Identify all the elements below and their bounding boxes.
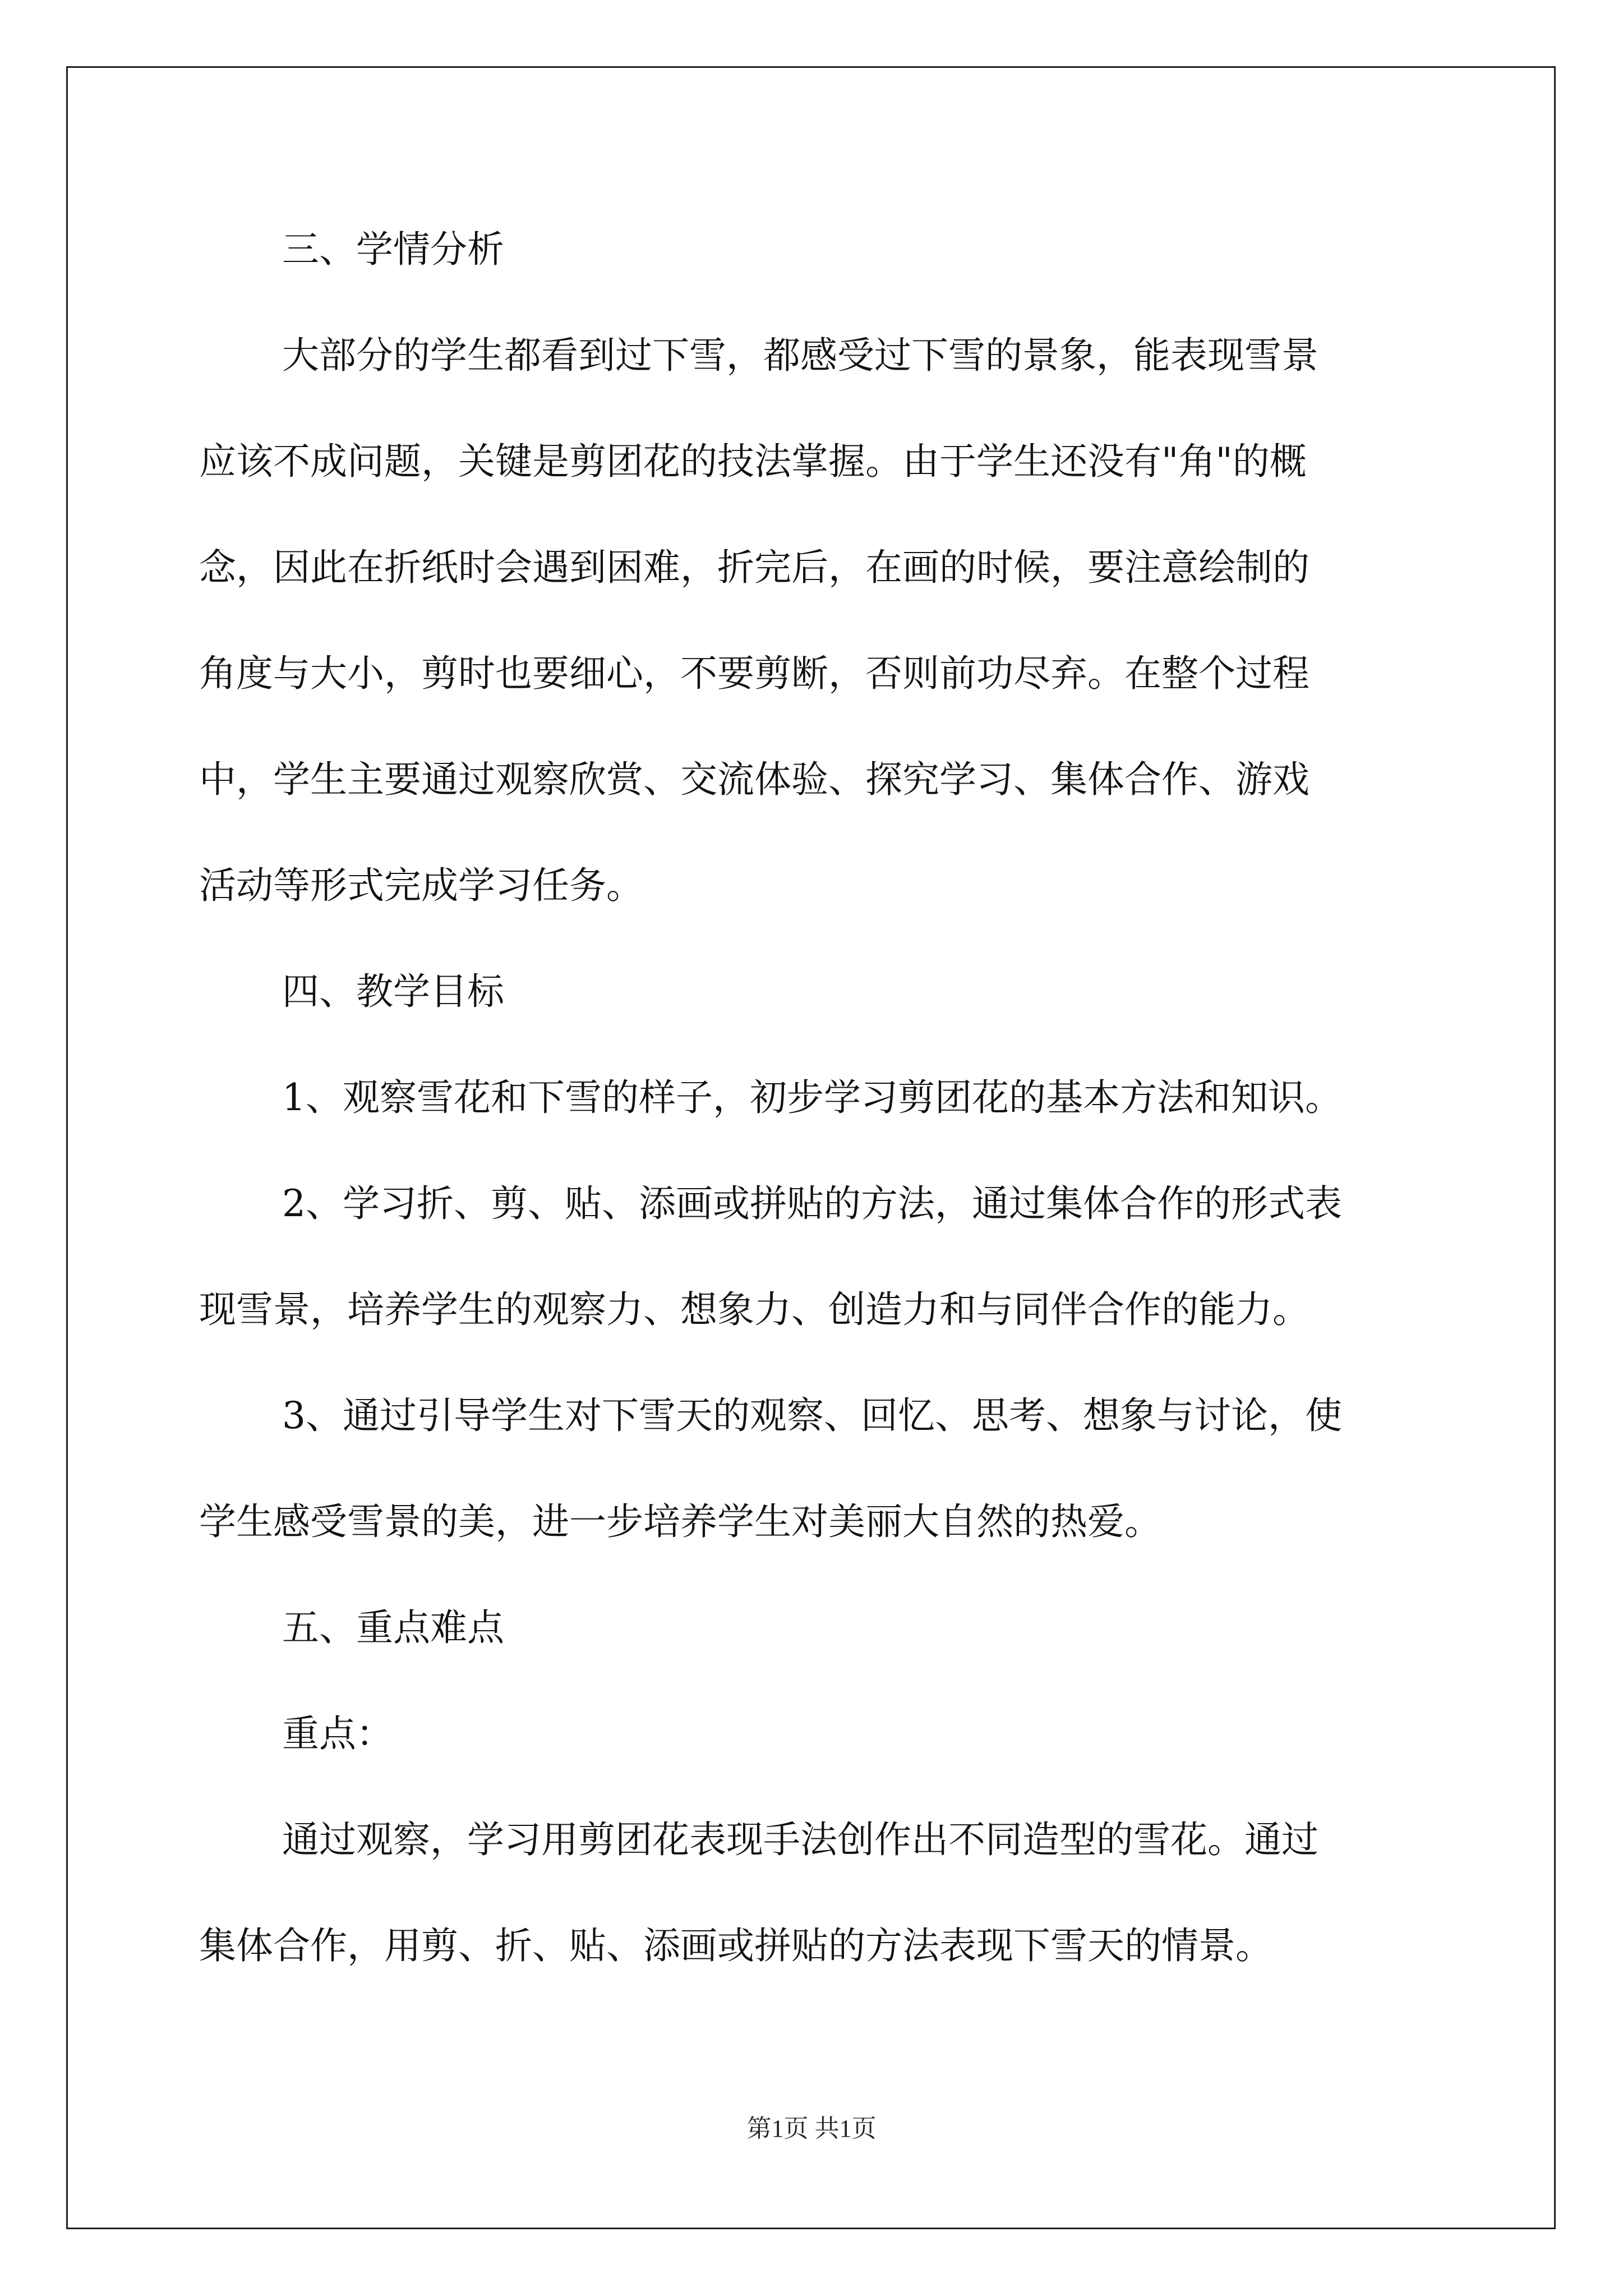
goal-item-1: 1、观察雪花和下雪的样子，初步学习剪团花的基本方法和知识。	[282, 1076, 1342, 1119]
paragraph-line: 集体合作，用剪、折、贴、添画或拼贴的方法表现下雪天的情景。	[199, 1924, 1272, 1967]
paragraph-line: 中，学生主要通过观察欣赏、交流体验、探究学习、集体合作、游戏	[199, 758, 1310, 801]
section-heading-3: 三、学情分析	[282, 228, 504, 271]
paragraph-line: 现雪景，培养学生的观察力、想象力、创造力和与同伴合作的能力。	[199, 1288, 1310, 1331]
paragraph-line: 通过观察，学习用剪团花表现手法创作出不同造型的雪花。通过	[282, 1818, 1318, 1861]
paragraph-line: 念，因此在折纸时会遇到困难，折完后，在画的时候，要注意绘制的	[199, 546, 1310, 589]
key-points-label: 重点：	[282, 1712, 393, 1755]
document-body	[199, 219, 1422, 2021]
paragraph-line: 活动等形式完成学习任务。	[199, 864, 643, 907]
page-number: 第1页 共1页	[746, 2115, 877, 2142]
paragraph-line: 大部分的学生都看到过下雪，都感受过下雪的景象，能表现雪景	[282, 334, 1318, 377]
paragraph-line: 应该不成问题，关键是剪团花的技法掌握。由于学生还没有"角"的概	[199, 440, 1307, 483]
section-heading-5: 五、重点难点	[282, 1606, 504, 1649]
goal-item-2: 2、学习折、剪、贴、添画或拼贴的方法，通过集体合作的形式表	[282, 1182, 1342, 1225]
section-heading-4: 四、教学目标	[282, 970, 504, 1013]
paragraph-line: 角度与大小，剪时也要细心，不要剪断，否则前功尽弃。在整个过程	[199, 652, 1310, 695]
goal-item-3: 3、通过引导学生对下雪天的观察、回忆、思考、想象与讨论，使	[282, 1394, 1342, 1437]
paragraph-line: 学生感受雪景的美，进一步培养学生对美丽大自然的热爱。	[199, 1500, 1161, 1543]
